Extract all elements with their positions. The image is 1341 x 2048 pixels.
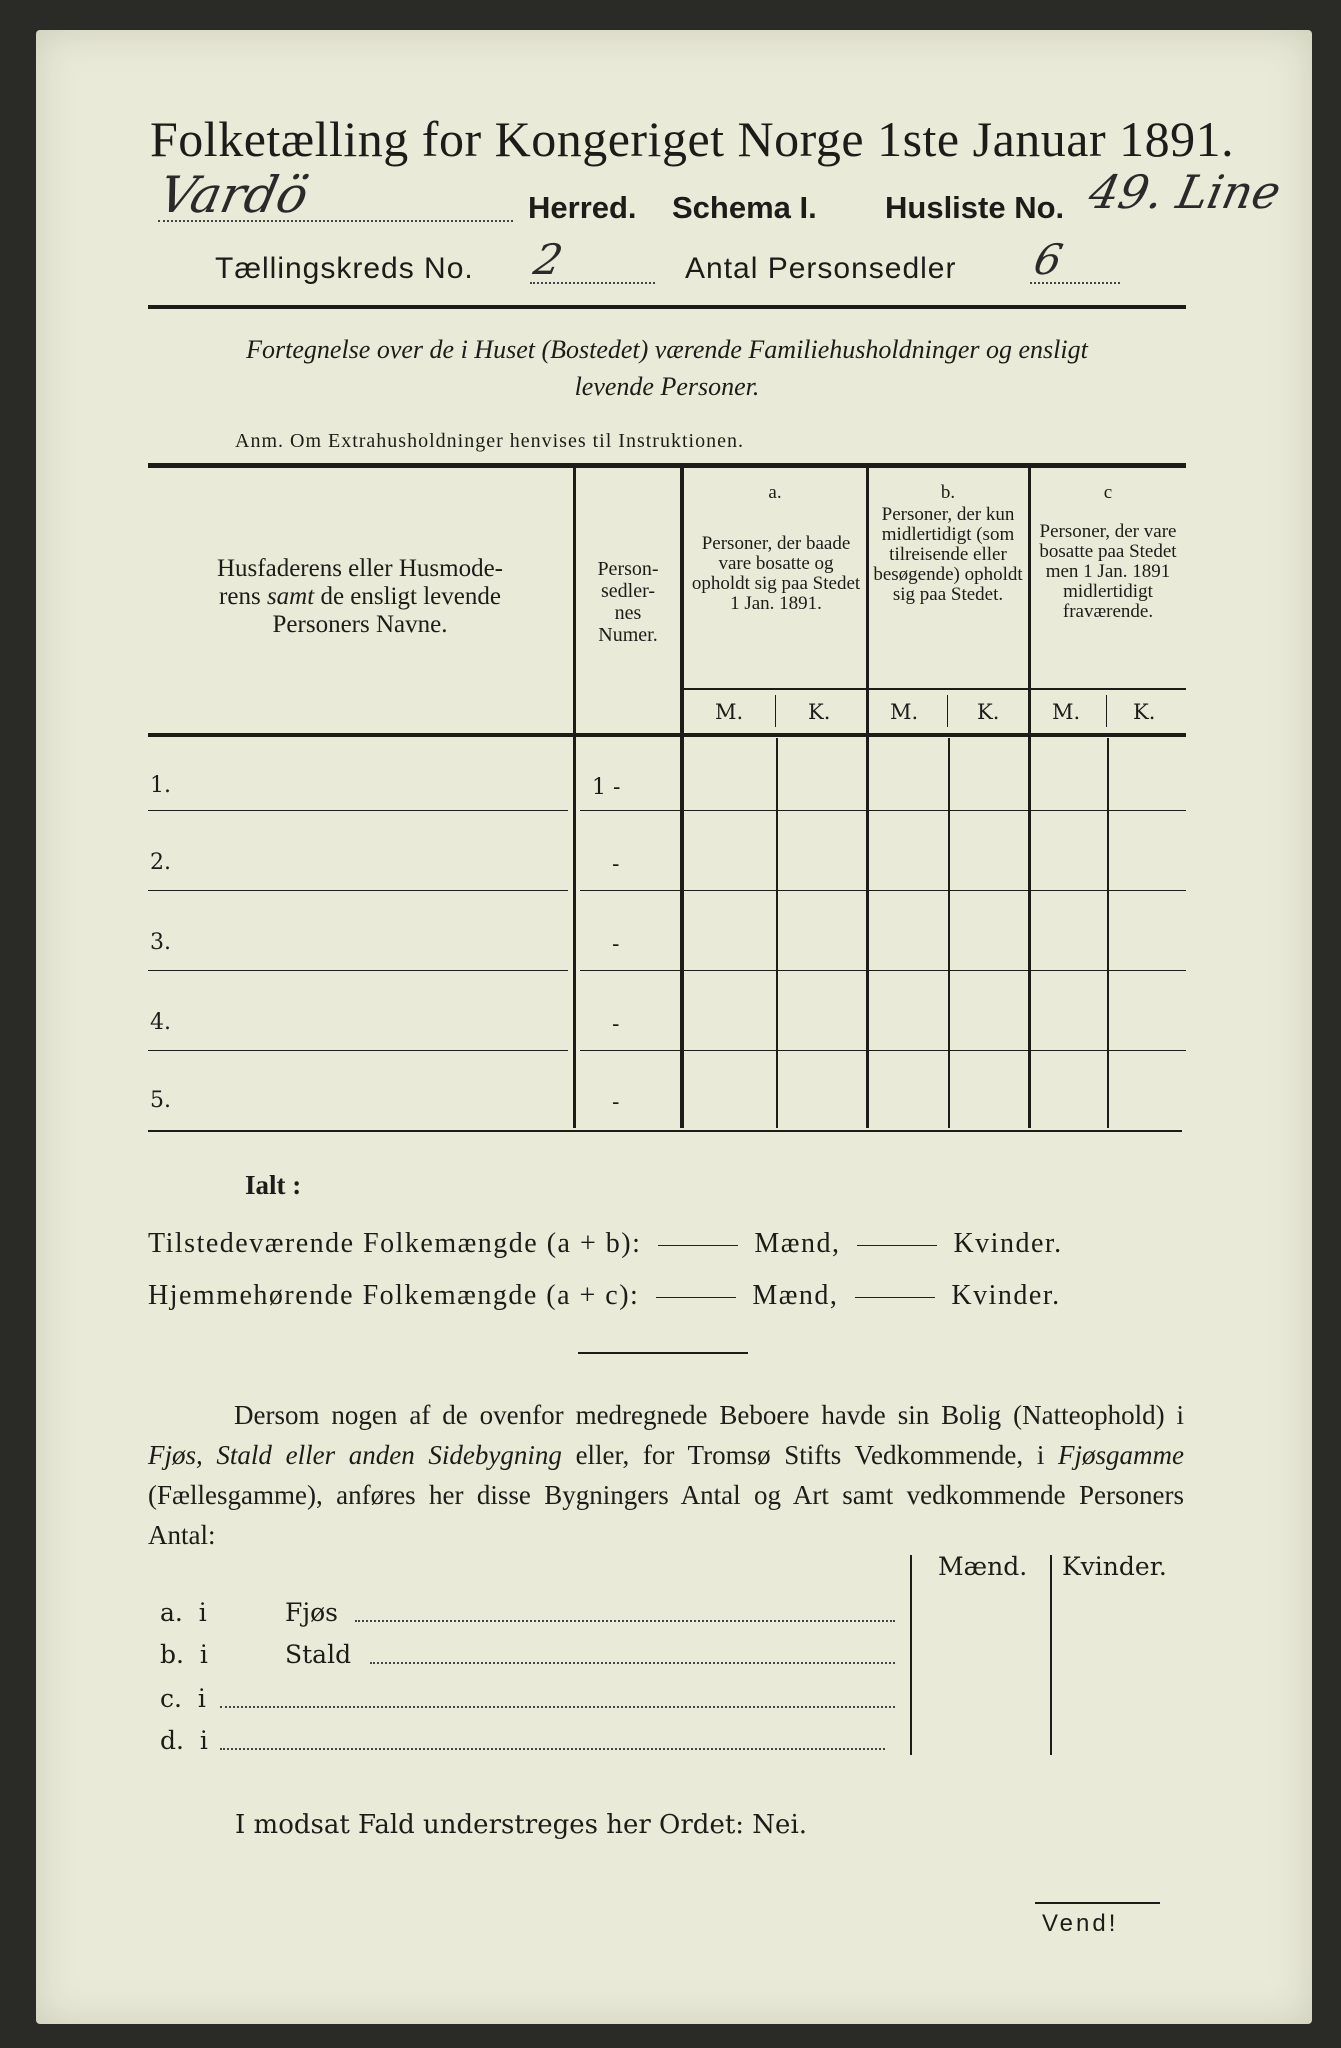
kreds-label: Tællingskreds No.: [215, 252, 474, 285]
buildings-col-maend: Mænd.: [938, 1552, 1028, 1581]
header-rule: [148, 305, 1186, 309]
anm-note: Anm. Om Extrahusholdninger henvises til Instruktionen.: [235, 430, 744, 452]
intro-line-1: Fortegnelse over de i Huset (Bostedet) værende Familiehusholdninger og ensligt: [246, 335, 1088, 364]
table-row-line: [580, 810, 1186, 811]
mk-split-b-head: [947, 695, 948, 727]
building-item: [160, 1726, 208, 1755]
herred-label: Herred.: [528, 190, 637, 225]
ialt-label: Ialt :: [245, 1170, 302, 1200]
buildings-divider-1: [910, 1555, 912, 1755]
building-item-label: Fjøs: [285, 1598, 338, 1627]
kreds-value: 2: [529, 235, 567, 284]
col-header-names-line2a: rens: [219, 583, 267, 610]
table-row-persnum: -: [612, 1012, 620, 1037]
mk-split-c-head: [1106, 695, 1107, 727]
section-divider: [578, 1352, 748, 1354]
building-item-prep: i: [197, 1684, 206, 1713]
antal-value: 6: [1029, 235, 1067, 284]
totals-line-2-maend: Mænd,: [752, 1280, 839, 1311]
table-row-number: 2.: [150, 850, 171, 875]
building-item: [160, 1684, 206, 1713]
col-divider-a: [866, 468, 869, 1128]
table-row-number: 5.: [150, 1088, 171, 1113]
building-item-prep: i: [199, 1726, 208, 1755]
census-form-page: [36, 30, 1312, 2024]
table-row-number: 3.: [150, 930, 171, 955]
col-divider-b: [1028, 468, 1031, 1128]
buildings-paragraph-part3: (Fællesgamme), anføres her disse Bygningers Antal og Art samt vedkommende Personers Antal:: [148, 1480, 1184, 1550]
totals-line-1: [148, 1228, 1063, 1260]
table-bottom-rule: [148, 1130, 1182, 1132]
herred-value: Vardö: [153, 166, 314, 224]
buildings-paragraph-italic2: Fjøsgamme: [1058, 1440, 1185, 1470]
herred-dotted-line: [158, 220, 513, 222]
totals-line-2-label: Hjemmehørende Folkemængde (a + c):: [148, 1280, 640, 1311]
buildings-paragraph-italic: Fjøs, Stald eller anden Sidebygning: [148, 1440, 562, 1470]
table-row-persnum: -: [612, 1090, 620, 1115]
building-item: [160, 1598, 207, 1627]
maend-blank: [658, 1245, 738, 1246]
totals-line-2-kvinder: Kvinder.: [951, 1280, 1061, 1311]
col-b-m: M.: [890, 700, 919, 724]
totals-line-1-maend: Mænd,: [754, 1228, 841, 1259]
buildings-paragraph-part1: Dersom nogen af de ovenfor medregnede Beboere havde sin Bolig (Natteophold) i: [234, 1400, 1184, 1430]
mk-split-b: [948, 738, 950, 1128]
table-row-line: [580, 1050, 1186, 1051]
col-a-k: K.: [808, 700, 831, 724]
col-header-persnum-line3: nes: [614, 602, 642, 624]
building-item-dots: [220, 1748, 885, 1750]
building-item: [160, 1640, 208, 1669]
table-row-line: [148, 810, 568, 811]
husliste-value: 49. Line: [1084, 165, 1286, 219]
buildings-paragraph-part2: eller, for Tromsø Stifts Vedkommende, i: [561, 1440, 1059, 1470]
table-row-line: [148, 970, 568, 971]
col-header-a-key: a.: [768, 482, 782, 503]
table-row-number: 1.: [150, 773, 171, 798]
kvinder-blank: [857, 1245, 937, 1246]
col-header-a-text: Personer, der baade vare bosatte og opholdt sig paa Stedet 1 Jan. 1891.: [691, 533, 861, 614]
table-row-line: [148, 890, 568, 891]
totals-line-1-label: Tilstedeværende Folkemængde (a + b):: [148, 1228, 642, 1259]
table-row-number: 4.: [150, 1010, 171, 1035]
totals-line-1-kvinder: Kvinder.: [953, 1228, 1063, 1259]
table-row-line: [580, 970, 1186, 971]
table-row-line: [148, 1050, 568, 1051]
vend-label: Vend!: [1042, 1910, 1119, 1937]
col-header-persnum-line1: Person-: [597, 558, 659, 580]
buildings-divider-2: [1050, 1555, 1052, 1755]
col-divider-num: [680, 468, 684, 1128]
building-item-letter: c.: [160, 1684, 182, 1713]
table-row-persnum: 1 -: [592, 775, 621, 800]
col-c-k: K.: [1133, 700, 1156, 724]
husliste-label: Husliste No.: [885, 190, 1065, 225]
building-item-label: Stald: [285, 1640, 352, 1669]
col-header-c-key: c: [1103, 482, 1113, 503]
footer-note: I modsat Fald understreges her Ordet: Nei.: [235, 1810, 808, 1840]
mk-header-rule: [684, 688, 1186, 690]
col-header-names-line2b: samt: [266, 583, 315, 610]
table-row-persnum: -: [612, 932, 620, 957]
buildings-paragraph: [148, 1395, 1184, 1555]
mk-split-a: [776, 738, 778, 1128]
building-item-dots: [355, 1620, 895, 1622]
col-divider-name: [573, 468, 576, 1128]
col-header-names: [150, 555, 570, 639]
col-a-m: M.: [715, 700, 744, 724]
intro-line-2: levende Personer.: [574, 372, 760, 401]
building-item-prep: i: [198, 1598, 207, 1627]
kvinder-blank: [855, 1297, 935, 1298]
col-header-b-text: Personer, der kun midlertidigt (som tilreisende eller besøgende) opholdt sig paa Stedet.: [873, 504, 1023, 605]
col-header-names-line2c: de ensligt levende: [314, 583, 501, 610]
maend-blank: [656, 1297, 736, 1298]
col-header-persnum: [578, 558, 678, 646]
col-header-b-key: b.: [940, 482, 956, 503]
building-item-dots: [370, 1662, 895, 1664]
building-item-letter: d.: [160, 1726, 184, 1755]
antal-label: Antal Personsedler: [685, 252, 957, 285]
col-header-persnum-line2: sedler-: [600, 580, 655, 602]
totals-line-2: [148, 1280, 1061, 1312]
form-title: Folketælling for Kongeriget Norge 1ste Januar 1891.: [150, 111, 1235, 167]
table-row-line: [580, 890, 1186, 891]
kreds-dotted-line: [530, 282, 655, 284]
col-header-c-text: Personer, der vare bosatte paa Stedet men 1 Jan. 1891 midlertidigt fraværende.: [1039, 521, 1177, 622]
mk-split-c: [1107, 738, 1109, 1128]
table-row-persnum: -: [612, 852, 620, 877]
building-item-letter: b.: [160, 1640, 184, 1669]
col-header-names-line1: Husfaderens eller Husmode-: [216, 555, 503, 582]
building-item-prep: i: [199, 1640, 208, 1669]
mk-split-a-head: [775, 695, 776, 727]
vend-rule: [1035, 1902, 1160, 1904]
building-item-letter: a.: [160, 1598, 183, 1627]
table-header-bottom-rule: [148, 733, 1186, 737]
antal-dotted-line: [1030, 282, 1120, 284]
col-header-names-line3: Personers Navne.: [272, 611, 448, 638]
building-item-dots: [220, 1706, 895, 1708]
buildings-col-kvinder: Kvinder.: [1062, 1552, 1167, 1581]
col-b-k: K.: [977, 700, 1000, 724]
schema-label: Schema I.: [672, 190, 817, 225]
col-c-m: M.: [1052, 700, 1081, 724]
col-header-persnum-line4: Numer.: [598, 624, 658, 646]
